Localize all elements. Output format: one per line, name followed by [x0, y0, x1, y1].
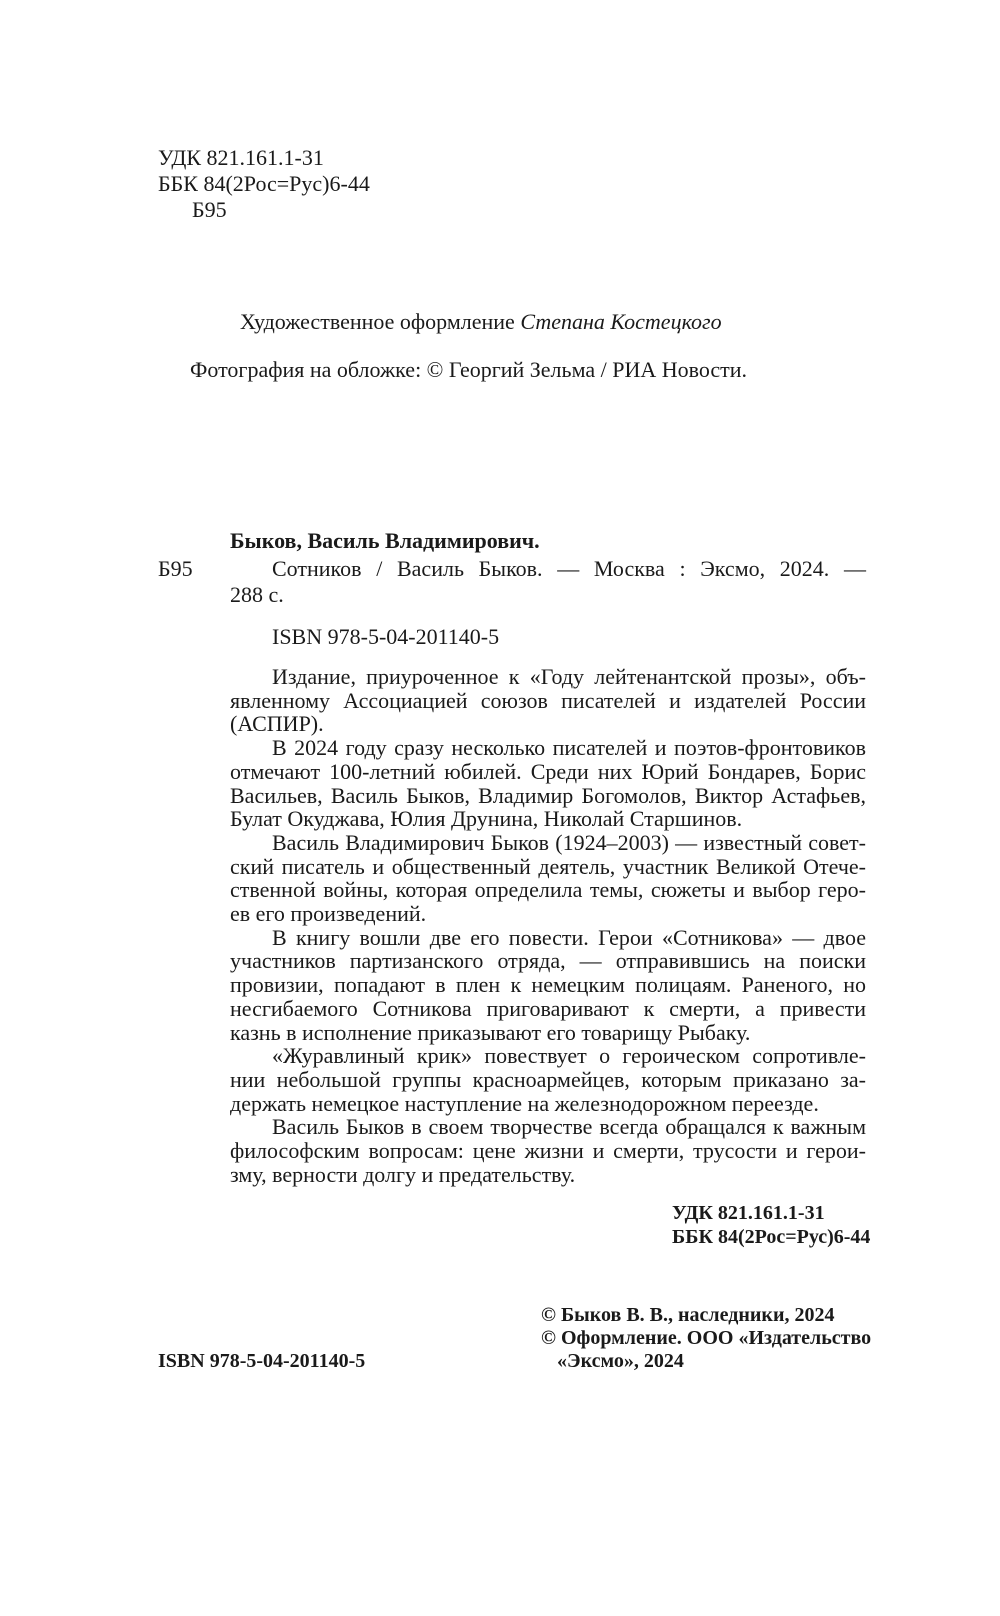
annotation-line: зму, верности долгу и предательству.	[230, 1161, 576, 1187]
annotation-line: провизии, попадают в плен к немецким полицаям. Раненого, но	[230, 972, 866, 998]
record-code: Б95	[158, 556, 193, 581]
footer-isbn: ISBN 978-5-04-201140-5	[158, 1350, 366, 1372]
record-isbn: ISBN 978-5-04-201140-5	[272, 624, 500, 649]
header-bbk: ББК 84(2Рос=Рус)6-44	[158, 171, 370, 196]
annotation-line: ский писатель и общественный деятель, участник Великой Отече-	[230, 853, 866, 879]
annotation-line: Василь Быков в своем творчестве всегда обращался к важным	[272, 1114, 866, 1140]
footer-udk: УДК 821.161.1-31	[672, 1202, 825, 1224]
record-title: Сотников / Василь Быков. — Москва : Эксмо, 2024. —	[272, 556, 866, 581]
record-pages: 288 с.	[230, 582, 284, 607]
photo-credit: Фотография на обложке: © Георгий Зельма / РИА Новости.	[190, 357, 748, 382]
annotation-line: Булат Окуджава, Юлия Друнина, Николай Старшинов.	[230, 806, 743, 832]
annotation-line: Васильев, Василь Быков, Владимир Богомолов, Виктор Астафьев,	[230, 782, 866, 808]
annotation-line: философским вопросам: цене жизни и смерти, трусости и герои-	[230, 1138, 866, 1163]
annotation-line: Василь Владимирович Быков (1924–2003) — известный совет-	[272, 829, 866, 855]
annotation-line: ственной войны, которая определила темы, сюжеты и выбор геро-	[230, 877, 866, 903]
copyright-design-2: «Эксмо», 2024	[557, 1350, 684, 1372]
annotation-line: отмечают 100-летний юбилей. Среди них Юрий Бондарев, Борис	[230, 758, 866, 784]
annotation-line: ев его произведений.	[230, 901, 427, 926]
record-author: Быков, Василь Владимирович.	[230, 528, 540, 553]
copyright-design-1: © Оформление. ООО «Издательство	[541, 1327, 872, 1349]
design-label: Художественное оформление	[240, 309, 515, 334]
header-code: Б95	[192, 197, 227, 222]
copyright-author: © Быков В. В., наследники, 2024	[541, 1304, 835, 1326]
annotation-line: В книгу вошли две его повести. Герои «Сотникова» — двое	[272, 924, 866, 950]
header-udk: УДК 821.161.1-31	[158, 145, 324, 170]
annotation-line: В 2024 году сразу несколько писателей и поэтов-фронтовиков	[272, 735, 866, 761]
annotation-line: «Журавлиный крик» повествует о героическом сопротивле-	[272, 1043, 866, 1069]
annotation-line: участников партизанского отряда, — отправившись на поиски	[230, 948, 866, 974]
annotation-line: нии небольшой группы красноармейцев, которым приказано за-	[230, 1066, 866, 1092]
annotation-line: (АСПИР).	[230, 711, 324, 737]
annotation-line: Издание, приуроченное к «Году лейтенантской прозы», объ-	[272, 664, 866, 689]
design-credit	[240, 310, 722, 334]
footer-bbk: ББК 84(2Рос=Рус)6-44	[672, 1226, 871, 1248]
annotation-line: явленному Ассоциацией союзов писателей и издателей России	[230, 687, 866, 713]
design-name: Степана Костецкого	[520, 309, 722, 334]
annotation-line: казнь в исполнение приказывают его товарищу Рыбаку.	[230, 1019, 751, 1045]
annotation-line: держать немецкое наступление на железнодорожном переезде.	[230, 1090, 819, 1116]
annotation-line: несгибаемого Сотникова приговаривают к смерти, а привести	[230, 995, 866, 1021]
